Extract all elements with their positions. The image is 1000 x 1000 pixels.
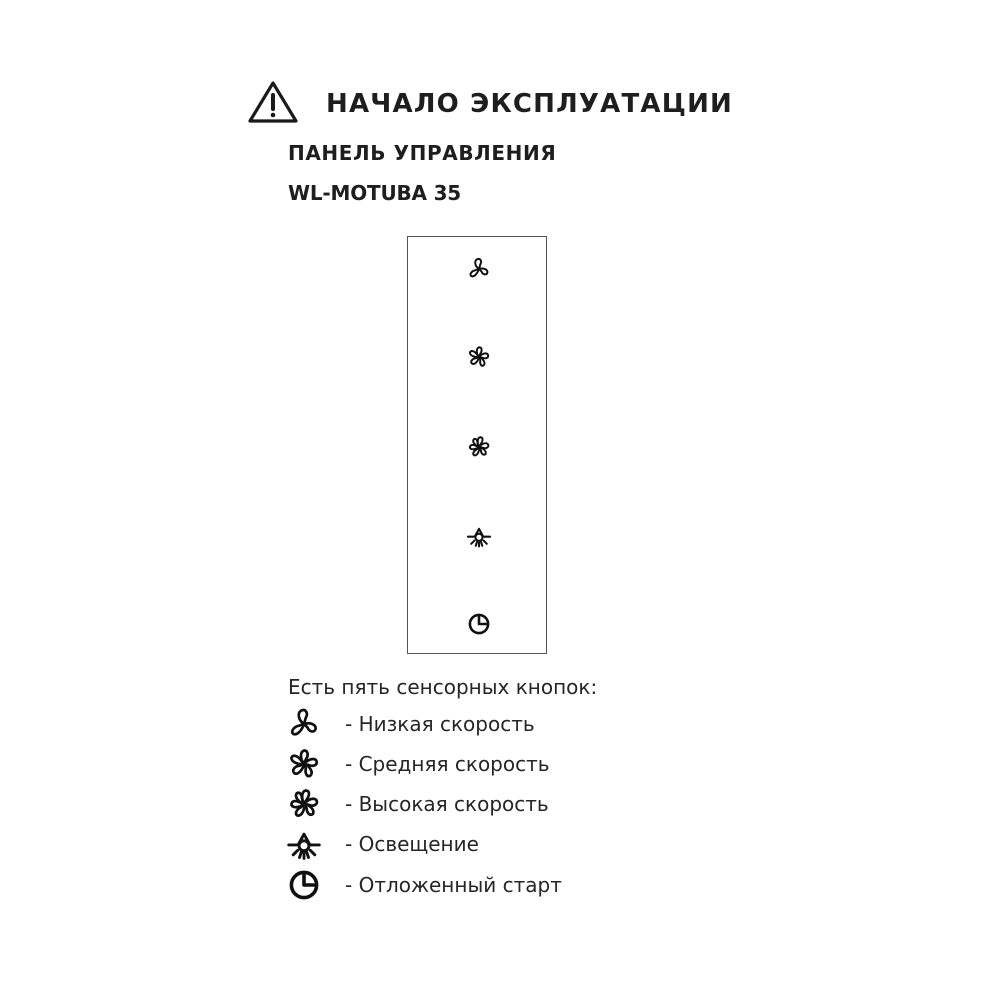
section-subtitle: ПАНЕЛЬ УПРАВЛЕНИЯ <box>288 141 557 165</box>
fan-low-icon <box>466 256 492 282</box>
legend-label: - Высокая скорость <box>345 792 549 816</box>
timer-icon <box>466 611 492 637</box>
timer-button[interactable] <box>466 611 492 637</box>
legend-label: - Отложенный старт <box>345 873 562 897</box>
medium-speed-button[interactable] <box>466 344 492 370</box>
low-speed-button[interactable] <box>466 256 492 282</box>
legend-item-low-speed <box>286 706 686 746</box>
section-title: НАЧАЛО ЭКСПЛУАТАЦИИ <box>326 89 733 119</box>
fan-medium-icon <box>466 344 492 370</box>
light-icon <box>286 826 322 862</box>
legend-item-medium-speed <box>286 746 686 786</box>
fan-high-icon <box>466 434 492 460</box>
model-name: WL-MOTUBA 35 <box>288 181 462 205</box>
light-button[interactable] <box>466 523 492 549</box>
legend-item-lighting <box>286 826 686 866</box>
legend-label: - Освещение <box>345 832 479 856</box>
timer-icon <box>286 867 322 903</box>
legend-item-delayed-start <box>286 867 686 907</box>
legend-label: - Средняя скорость <box>345 752 550 776</box>
fan-low-icon <box>286 706 322 742</box>
fan-medium-icon <box>286 746 322 782</box>
fan-high-icon <box>286 786 322 822</box>
legend-label: - Низкая скорость <box>345 712 535 736</box>
legend-item-high-speed <box>286 786 686 826</box>
control-panel <box>407 236 547 654</box>
high-speed-button[interactable] <box>466 434 492 460</box>
light-icon <box>466 523 492 549</box>
warning-triangle-icon <box>247 80 299 124</box>
legend-header: Есть пять сенсорных кнопок: <box>288 675 598 699</box>
